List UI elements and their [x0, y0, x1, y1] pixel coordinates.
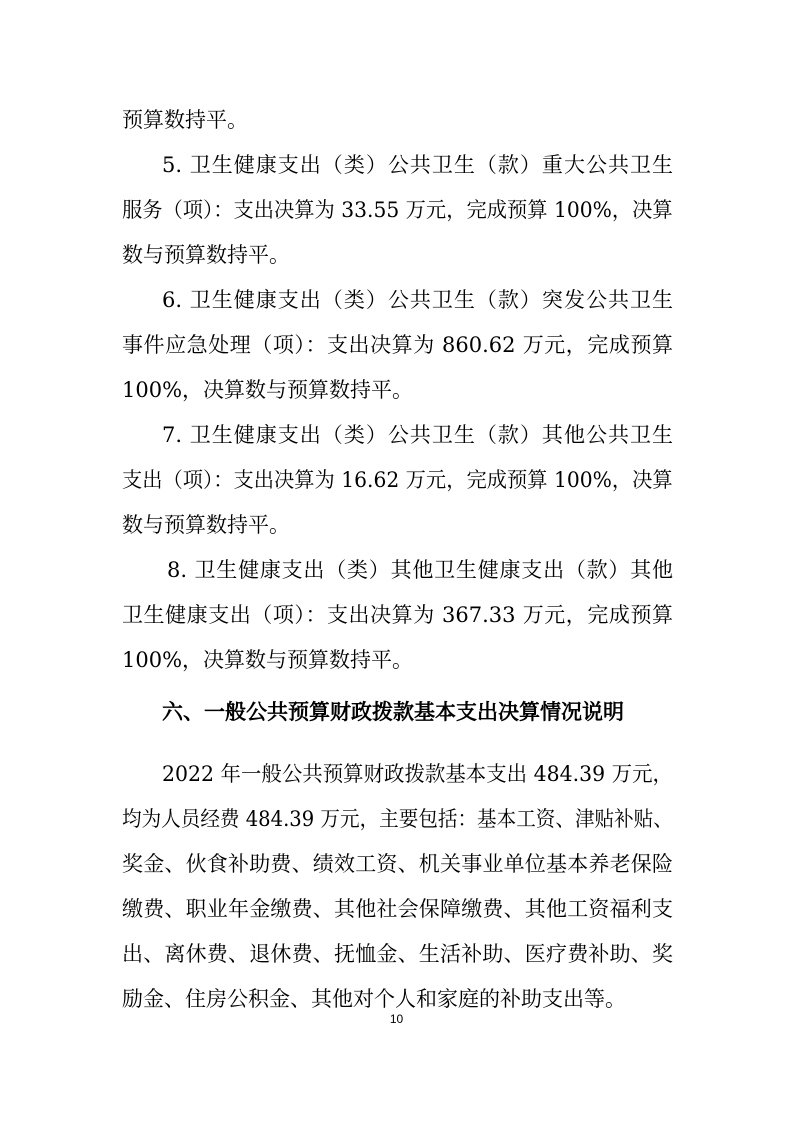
- section-paragraph-line-2: 均为人员经费 484.39 万元，主要包括：基本工资、津贴补贴、: [122, 807, 673, 831]
- paragraph-4-end-line: 预算数持平。: [122, 108, 248, 132]
- item-6-line-3: 100%，决算数与预算数持平。: [122, 378, 414, 402]
- section-paragraph-line-1: 2022 年一般公共预算财政拨款基本支出 484.39 万元，: [162, 762, 673, 786]
- item-8-line-3: 100%，决算数与预算数持平。: [122, 648, 414, 672]
- item-8-line-1: 8. 卫生健康支出（类）其他卫生健康支出（款）其他: [167, 558, 673, 582]
- item-8-line-2: 卫生健康支出（项）：支出决算为 367.33 万元，完成预算: [122, 603, 673, 627]
- section-heading: 六、一般公共预算财政拨款基本支出决算情况说明: [162, 700, 624, 724]
- section-paragraph-line-5: 出、离休费、退休费、抚恤金、生活补助、医疗费补助、奖: [122, 942, 673, 966]
- item-6-line-2: 事件应急处理（项）：支出决算为 860.62 万元，完成预算: [122, 333, 673, 357]
- item-5-line-1: 5. 卫生健康支出（类）公共卫生（款）重大公共卫生: [162, 153, 673, 177]
- section-paragraph-line-4: 缴费、职业年金缴费、其他社会保障缴费、其他工资福利支: [122, 897, 673, 921]
- section-paragraph-line-3: 奖金、伙食补助费、绩效工资、机关事业单位基本养老保险: [122, 852, 673, 876]
- page-number: 10: [389, 1012, 404, 1026]
- item-5-line-3: 数与预算数持平。: [122, 243, 290, 267]
- item-7-line-1: 7. 卫生健康支出（类）公共卫生（款）其他公共卫生: [162, 423, 673, 447]
- section-paragraph-line-6: 励金、住房公积金、其他对个人和家庭的补助支出等。: [122, 987, 626, 1011]
- item-6-line-1: 6. 卫生健康支出（类）公共卫生（款）突发公共卫生: [162, 288, 673, 312]
- item-7-line-2: 支出（项）：支出决算为 16.62 万元，完成预算 100%，决算: [122, 468, 673, 492]
- item-5-line-2: 服务（项）：支出决算为 33.55 万元，完成预算 100%，决算: [122, 198, 673, 222]
- item-7-line-3: 数与预算数持平。: [122, 513, 290, 537]
